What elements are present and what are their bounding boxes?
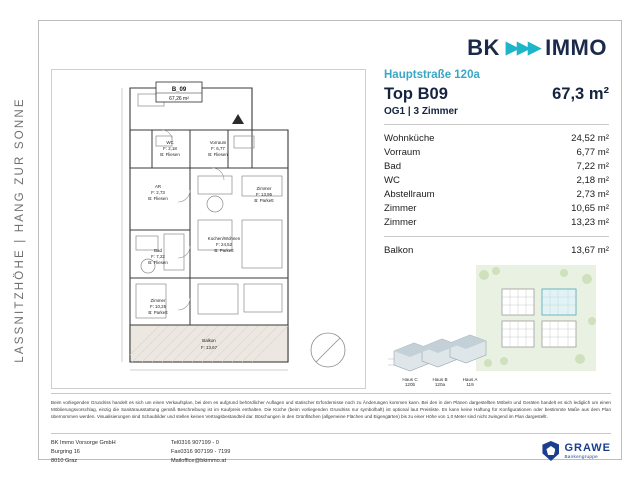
footer-contact-key: Fax — [171, 449, 181, 456]
svg-text:F: 2,73: F: 2,73 — [151, 190, 165, 195]
footer — [51, 439, 611, 467]
footer-contact-row — [171, 439, 230, 448]
vertical-project-title — [6, 40, 34, 420]
floorplan-drawing — [51, 69, 366, 389]
bk-immo-logo — [467, 35, 607, 61]
balcony-area: 13,67 m² — [571, 244, 609, 256]
divider-footer-top — [51, 433, 611, 434]
svg-text:Zimmer: Zimmer — [150, 298, 166, 303]
grawe-logo-text — [564, 443, 611, 459]
room-row — [384, 215, 609, 229]
apartment-total-size: 67,3 m² — [552, 85, 609, 103]
footer-email-link[interactable]: office@bkimmo.at — [181, 458, 227, 465]
room-label: Vorraum — [384, 146, 421, 158]
site-overview-map — [384, 259, 609, 389]
room-row — [384, 159, 609, 173]
footer-contact-value: 0316 907199 - 0 — [178, 440, 219, 446]
room-row — [384, 187, 609, 201]
apartment-info-panel — [384, 69, 609, 257]
svg-text:B: Fliesen: B: Fliesen — [148, 260, 168, 265]
room-area: 2,73 m² — [576, 188, 609, 200]
svg-text:B: Parkett: B: Parkett — [214, 248, 234, 253]
grawe-name: GRAWE — [564, 442, 611, 454]
apartment-floor-rooms: OG1 | 3 Zimmer — [384, 106, 458, 117]
room-row — [384, 131, 609, 145]
scale-symbol — [311, 333, 345, 367]
balcony-row — [384, 243, 609, 257]
svg-text:Kochen/Wohnen: Kochen/Wohnen — [207, 236, 241, 241]
svg-text:F: 6,77: F: 6,77 — [211, 146, 225, 151]
svg-text:B_09: B_09 — [171, 87, 187, 93]
room-area: 10,65 m² — [571, 202, 609, 214]
svg-text:120b: 120b — [404, 382, 416, 387]
room-row — [384, 173, 609, 187]
grawe-logo — [542, 441, 611, 461]
room-label: WC — [384, 174, 400, 186]
svg-text:F: 7,22: F: 7,22 — [151, 254, 165, 259]
footer-contact-row[interactable] — [171, 457, 230, 466]
balcony-label: Balkon — [384, 244, 414, 256]
footer-contact-value: 0316 907199 - 7199 — [180, 449, 231, 456]
svg-text:Bad: Bad — [154, 248, 162, 253]
svg-text:F: 13,95: F: 13,95 — [255, 192, 273, 197]
svg-text:F: 13,67: F: 13,67 — [200, 345, 218, 350]
svg-text:Vorraum: Vorraum — [209, 140, 227, 145]
room-row — [384, 145, 609, 159]
svg-text:Haus B: Haus B — [432, 377, 448, 382]
svg-text:WC: WC — [166, 140, 174, 145]
room-list — [384, 131, 609, 229]
divider-top — [384, 124, 609, 125]
svg-text:119: 119 — [466, 382, 474, 387]
room-area: 6,77 m² — [576, 146, 609, 158]
svg-text:B: Parkett: B: Parkett — [254, 198, 274, 203]
svg-text:B: Fliesen: B: Fliesen — [148, 196, 168, 201]
svg-text:Zimmer: Zimmer — [256, 186, 272, 191]
footer-company-name: BK Immo Vorsorge GmbH — [51, 440, 116, 446]
logo-bk-text: BK — [467, 35, 500, 60]
apartment-label: Top B09 — [384, 85, 448, 103]
footer-contact-row — [171, 448, 230, 457]
footer-contact-block — [171, 439, 230, 467]
shield-icon — [542, 441, 559, 461]
room-area: 13,23 m² — [571, 216, 609, 228]
room-area: 2,18 m² — [576, 174, 609, 186]
svg-text:F: 24,52: F: 24,52 — [215, 242, 233, 247]
room-label: Zimmer — [384, 202, 417, 214]
svg-text:B: Fliesen: B: Fliesen — [160, 152, 180, 157]
svg-text:F: 2,18: F: 2,18 — [163, 146, 177, 151]
svg-text:B: Fliesen: B: Fliesen — [208, 152, 228, 157]
grawe-tagline: Bankengruppe — [564, 454, 598, 459]
logo-immo-text: IMMO — [545, 35, 607, 60]
divider-balcony — [384, 236, 609, 237]
divider-disclaimer-top — [51, 393, 611, 394]
room-label: Abstellraum — [384, 188, 435, 200]
room-label: Wohnküche — [384, 132, 435, 144]
logo-arrows-icon: ▶▶▶ — [505, 38, 540, 57]
street-address: Hauptstraße 120a — [384, 69, 480, 81]
room-area: 7,22 m² — [576, 160, 609, 172]
apartment-header — [384, 85, 609, 104]
footer-address-line2: 8010 Graz — [51, 458, 78, 465]
svg-text:Haus A: Haus A — [462, 377, 478, 382]
footer-address-line1: Burgring 16 — [51, 449, 80, 456]
room-label: Bad — [384, 160, 402, 172]
footer-contact-key: Tel — [171, 440, 179, 446]
plan-card — [38, 20, 622, 465]
svg-text:67,26 m²: 67,26 m² — [169, 96, 189, 102]
footer-company-block — [51, 439, 171, 467]
svg-text:AR: AR — [154, 184, 162, 189]
svg-text:F: 10,25: F: 10,25 — [149, 304, 167, 309]
footer-contact-key: Mail — [171, 458, 182, 465]
svg-text:B: Parkett: B: Parkett — [148, 310, 168, 315]
svg-text:Haus C: Haus C — [402, 377, 418, 382]
room-row — [384, 201, 609, 215]
room-area: 24,52 m² — [571, 132, 609, 144]
svg-text:120a: 120a — [434, 382, 446, 387]
disclaimer-text: Beim vorliegenden Grundriss handelt es sich um einen Verkaufsplan, bei dem es aufgrund behördlicher Auflagen und statischer Erfordernisse noch zu Änderungen kommen kann. Bei den in den Plänen dargestellten Möbeln und Geräten handelt es sich lediglich um einen Möblierungsvorschlag, einzig die Sanitärausstattung gemäß Beschreibung ist im Kaufpreis enthalten. Die Küche (beim vorliegenden Grundriss nur symbolhaft) ist optional laut Preisliste. Es kann keine Haftung für Konfigurationen oder bestimmte Maße aus dem Plan übernommen werden. Visualisierungen sind Schaubilder und stellen keinen Vertragsbestandteil dar. Böschungen in den Grünflächen (allgemeine Flächen und Eigengärten) bis zu einer Höhe von 1,0 Meter sind nicht zwingend im Plan dargestellt. — [51, 400, 611, 420]
room-label: Zimmer — [384, 216, 417, 228]
north-arrow-icon — [232, 114, 244, 124]
vertical-project-title-text: LASSNITZHÖHE | HANG ZUR SONNE — [14, 97, 27, 363]
svg-text:Balkon: Balkon — [202, 338, 216, 343]
